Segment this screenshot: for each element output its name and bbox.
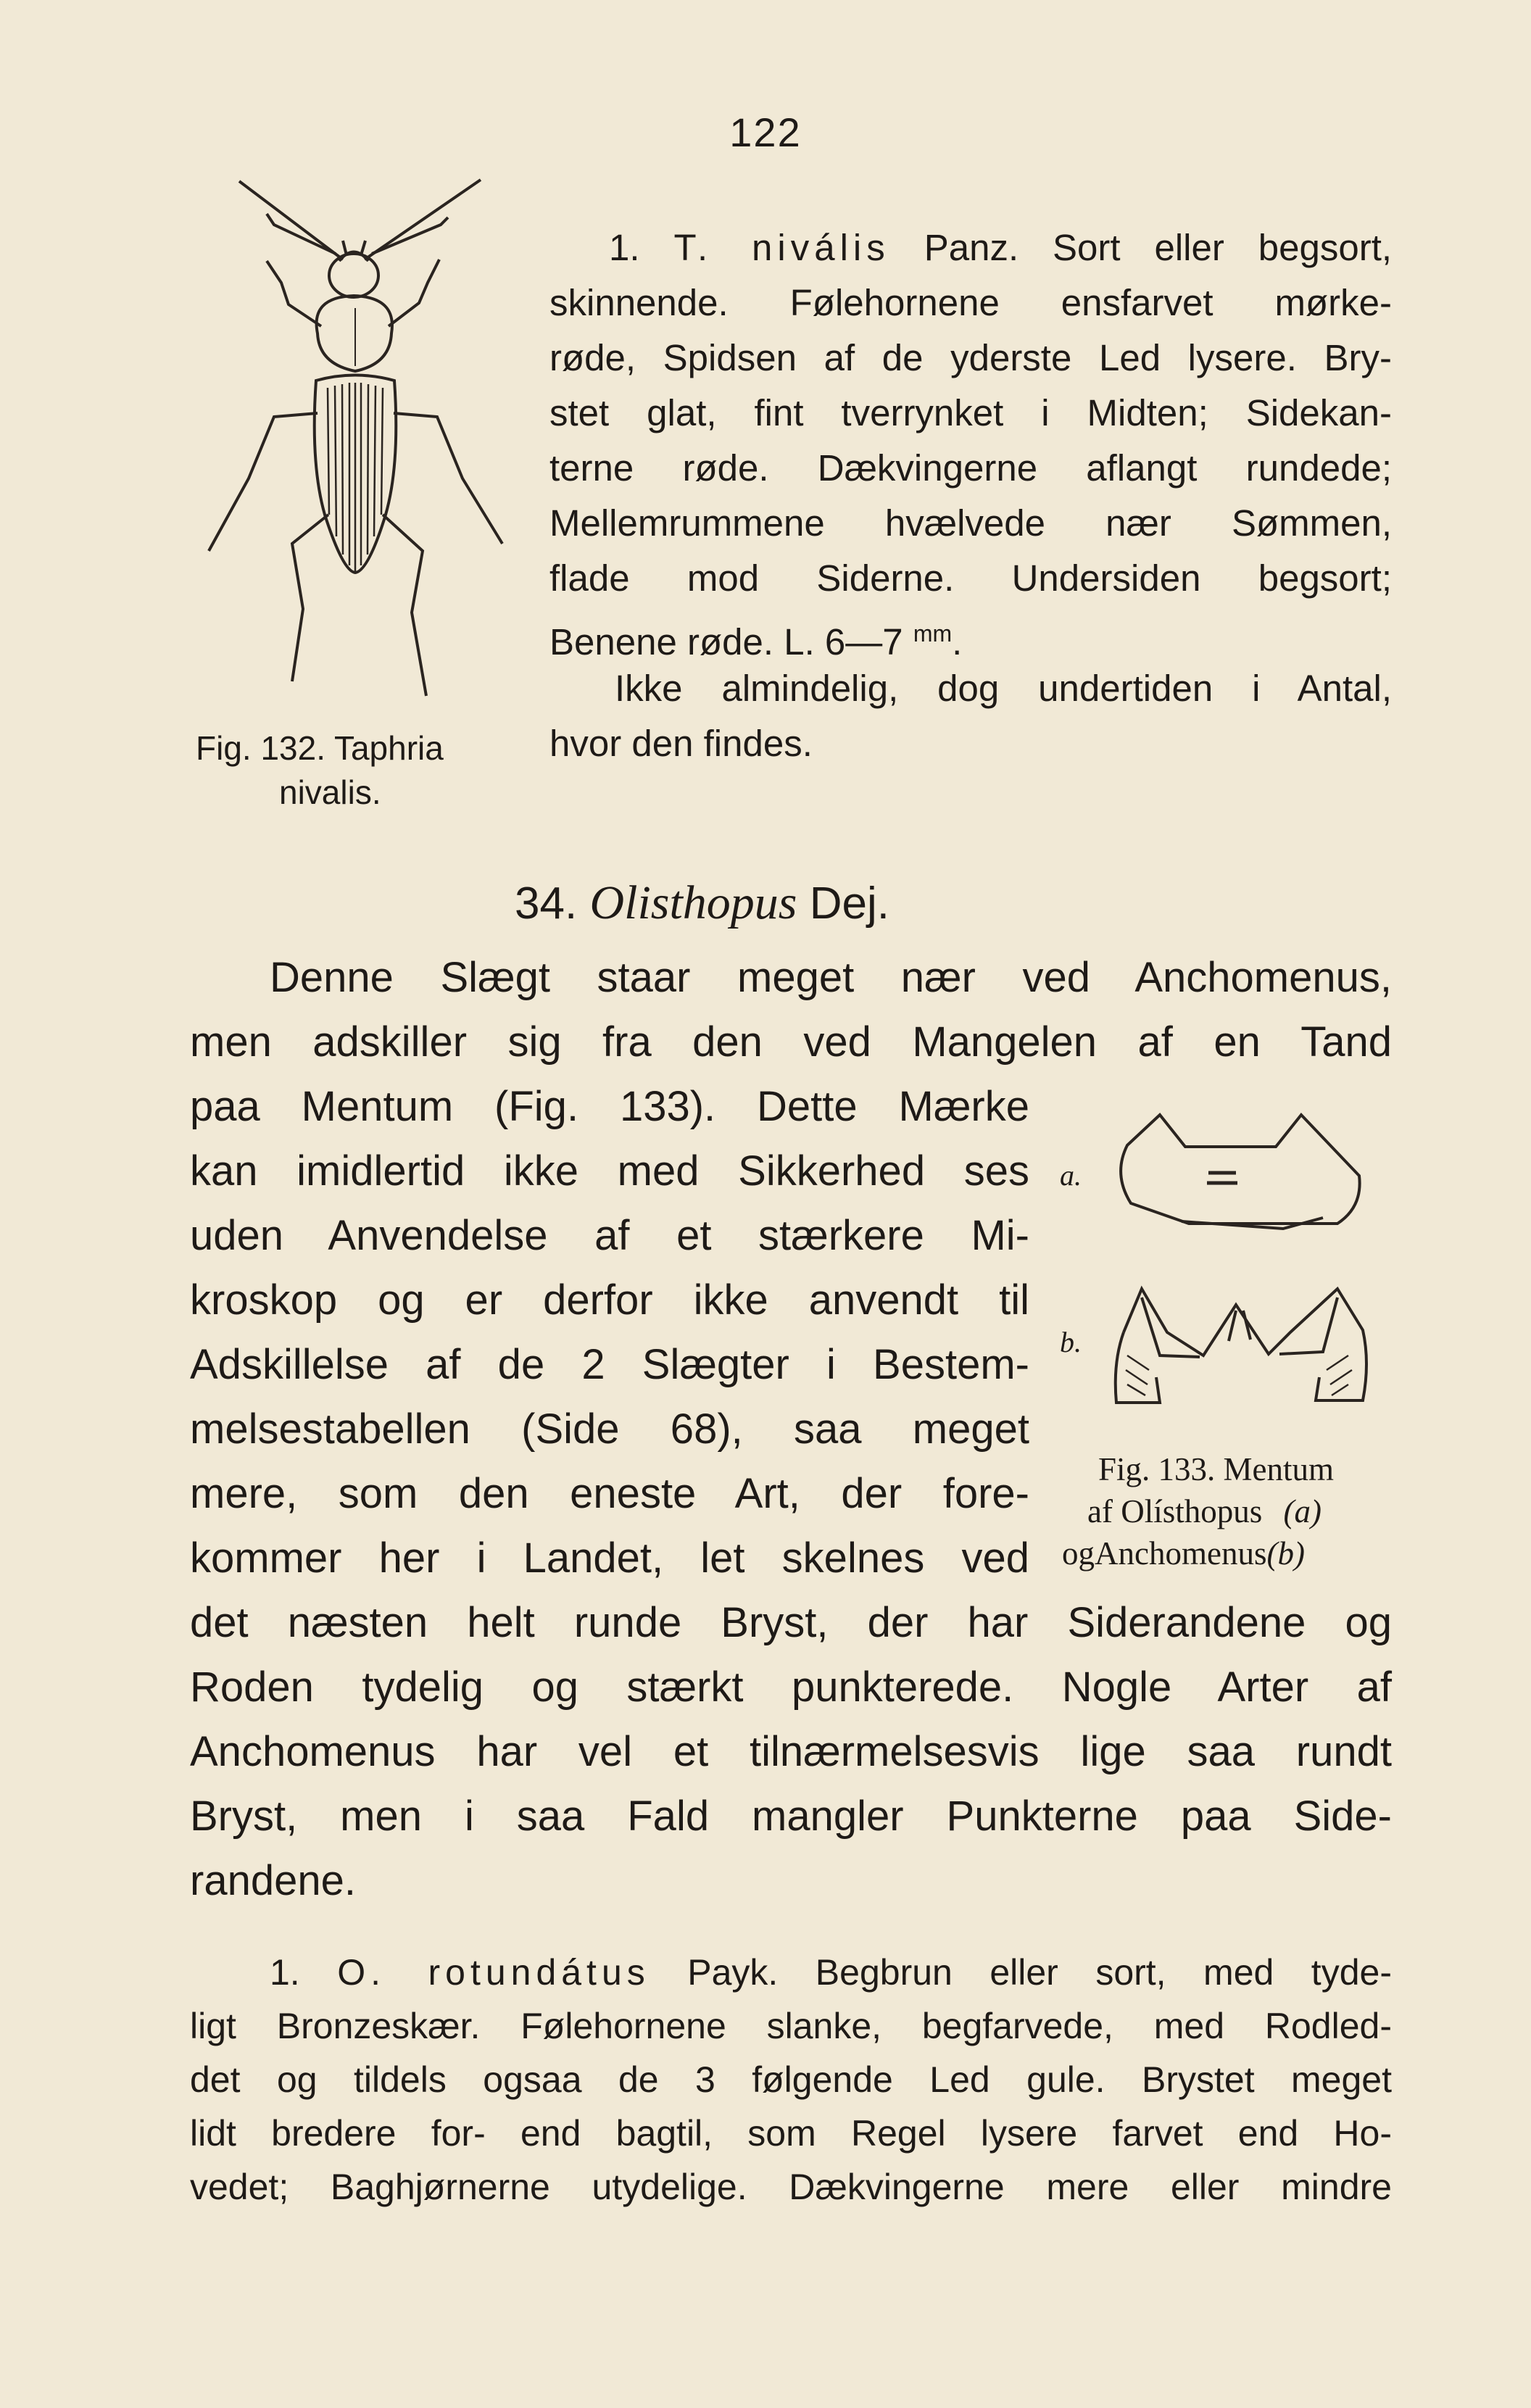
entry-size-line: Benene røde. L. 6—7 $^{mm}$.: [549, 620, 963, 663]
entry-line: lidt bredere for- end bagtil, som Regel lysere farvet end Ho-: [190, 2113, 1392, 2154]
figure-133-caption-line3: ogAnchomenus(b): [1062, 1535, 1305, 1572]
entry-line: skinnende. Følehornene ensfarvet mørke-: [549, 282, 1392, 323]
figure-133-caption-line2: af Olísthopus (a): [1087, 1493, 1322, 1529]
paragraph-line: Bryst, men i saa Fald mangler Punkterne paa Side-: [190, 1793, 1392, 1840]
entry-line: [609, 225, 1392, 271]
entry-line: stet glat, fint tverrynket i Midten; Sidekan-: [549, 392, 1392, 433]
paragraph-line: kan imidlertid ikke med Sikkerhed ses: [190, 1147, 1029, 1195]
entry-line: [270, 1950, 1392, 1995]
genus-heading: [515, 876, 889, 931]
mentum-anchomenus-drawing: [1105, 1276, 1374, 1417]
entry-line: terne røde. Dækvingerne aflangt rundede;: [549, 447, 1392, 489]
page-number: 122: [729, 109, 802, 155]
figure-133-label-b: b.: [1060, 1326, 1082, 1358]
entry-remark-line1: Ikke almindelig, dog undertiden i Antal,: [615, 668, 1392, 709]
figure-132-caption-line1: Fig. 132. Taphria: [196, 729, 444, 767]
paragraph-line: det næsten helt runde Bryst, der har Siderandene og: [190, 1599, 1392, 1646]
entry-line: røde, Spidsen af de yderste Led lysere. Bry-: [549, 337, 1392, 378]
mentum-olisthopus-drawing: [1105, 1095, 1366, 1243]
paragraph-line: Roden tydelig og stærkt punkterede. Nogle Arter af: [190, 1664, 1392, 1711]
entry-line-text: Panz. Sort eller begsort,: [924, 227, 1393, 268]
paragraph-line: uden Anvendelse af et stærkere Mi-: [190, 1212, 1029, 1259]
genus-number: 34.: [515, 879, 578, 929]
entry-line: flade mod Siderne. Undersiden begsort;: [549, 557, 1392, 599]
paragraph-line: Denne Slægt staar meget nær ved Anchomenus,: [270, 954, 1392, 1001]
paragraph-line: Anchomenus har vel et tilnærmelsesvis lige saa rundt: [190, 1728, 1392, 1775]
entry-line: ligt Bronzeskær. Følehornene slanke, begfarvede, med Rodled-: [190, 2006, 1392, 2046]
entry-remark-line2: hvor den findes.: [549, 723, 813, 764]
paragraph-line: Adskillelse af de 2 Slægter i Bestem-: [190, 1341, 1029, 1388]
entry-line: det og tildels ogsaa de 3 følgende Led gule. Brystet meget: [190, 2059, 1392, 2100]
genus-author: Dej.: [809, 879, 889, 929]
entry-line-text: Payk. Begbrun eller sort, med tyde-: [687, 1952, 1392, 1993]
entry-line: vedet; Baghjørnerne utydelige. Dækvingerne mere eller mindre: [190, 2167, 1392, 2207]
paragraph-line: mere, som den eneste Art, der fore-: [190, 1470, 1029, 1517]
entry-line: Mellemrummene hvælvede nær Sømmen,: [549, 502, 1392, 544]
figure-133-label-a: a.: [1060, 1159, 1082, 1192]
genus-name: Olisthopus: [589, 876, 797, 929]
entry-number: 1.: [270, 1952, 300, 1993]
paragraph-line: melsestabellen (Side 68), saa meget: [190, 1406, 1029, 1453]
beetle-illustration: [194, 174, 520, 732]
paragraph-line: randene.: [190, 1857, 356, 1904]
entry-number: 1.: [609, 227, 640, 268]
paragraph-line: paa Mentum (Fig. 133). Dette Mærke: [190, 1083, 1029, 1130]
paragraph-line: kroskop og er derfor ikke anvendt til: [190, 1276, 1029, 1324]
figure-133-caption-line1: Fig. 133. Mentum: [1098, 1451, 1335, 1487]
species-name: O. rotundátus: [337, 1952, 650, 1993]
paragraph-line: men adskiller sig fra den ved Mangelen af en Tand: [190, 1018, 1392, 1066]
figure-132-caption-line2: nivalis.: [279, 773, 381, 811]
species-name: T. nivális: [673, 227, 890, 268]
paragraph-line: kommer her i Landet, let skelnes ved: [190, 1535, 1029, 1582]
